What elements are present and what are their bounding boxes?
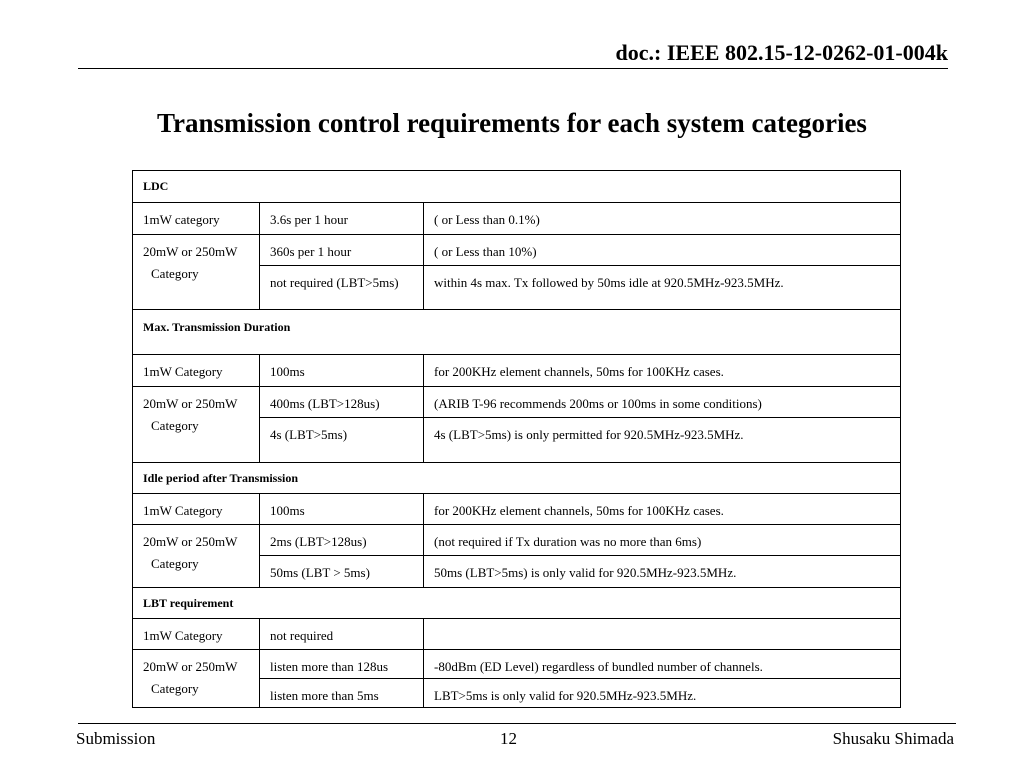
category-cell <box>133 387 260 463</box>
value-cell: 100ms <box>260 494 424 525</box>
note-cell: 50ms (LBT>5ms) is only valid for 920.5MHz-923.5MHz. <box>424 556 901 588</box>
value-cell: 100ms <box>260 355 424 387</box>
note-cell: LBT>5ms is only valid for 920.5MHz-923.5MHz. <box>424 679 901 708</box>
value-cell: 4s (LBT>5ms) <box>260 418 424 463</box>
note-cell: ( or Less than 10%) <box>424 235 901 266</box>
header-rule <box>78 68 948 69</box>
category-line: Category <box>151 681 199 696</box>
value-cell: 2ms (LBT>128us) <box>260 525 424 556</box>
footer-rule <box>78 723 956 724</box>
note-cell: ( or Less than 0.1%) <box>424 203 901 235</box>
table-row <box>133 619 901 650</box>
category-cell <box>133 525 260 588</box>
slide-title: Transmission control requirements for each system categories <box>157 108 867 138</box>
table-row <box>133 235 901 266</box>
value-cell: listen more than 128us <box>260 650 424 679</box>
section-header-row <box>133 463 901 494</box>
category-cell <box>133 650 260 708</box>
category-line: 20mW or 250mW <box>143 244 238 259</box>
table-row <box>133 525 901 556</box>
category-line: 20mW or 250mW <box>143 396 238 411</box>
doc-id: doc.: IEEE 802.15-12-0262-01-004k <box>615 40 948 65</box>
category-line: Category <box>151 266 199 281</box>
section-header-row <box>133 171 901 203</box>
section-header-row <box>133 588 901 619</box>
category-line: 20mW or 250mW <box>143 534 238 549</box>
page-number: 12 <box>500 729 517 748</box>
note-cell: (ARIB T-96 recommends 200ms or 100ms in some conditions) <box>424 387 901 418</box>
section-heading-ldc: LDC <box>133 171 901 203</box>
value-cell: 400ms (LBT>128us) <box>260 387 424 418</box>
section-heading-idle: Idle period after Transmission <box>133 463 901 494</box>
category-cell: 1mW Category <box>133 355 260 387</box>
value-cell: 3.6s per 1 hour <box>260 203 424 235</box>
note-cell <box>424 619 901 650</box>
table-row <box>133 387 901 418</box>
category-cell: 1mW Category <box>133 619 260 650</box>
note-cell: within 4s max. Tx followed by 50ms idle at 920.5MHz-923.5MHz. <box>424 266 901 310</box>
category-line: Category <box>151 418 199 433</box>
footer-submission: Submission <box>76 729 156 748</box>
value-cell: 50ms (LBT > 5ms) <box>260 556 424 588</box>
category-cell: 1mW category <box>133 203 260 235</box>
section-heading-max-tx: Max. Transmission Duration <box>133 310 901 355</box>
category-cell: 1mW Category <box>133 494 260 525</box>
footer-author: Shusaku Shimada <box>832 729 954 748</box>
section-heading-lbt: LBT requirement <box>133 588 901 619</box>
table-row <box>133 203 901 235</box>
note-cell: for 200KHz element channels, 50ms for 100KHz cases. <box>424 494 901 525</box>
table-row <box>133 494 901 525</box>
note-cell: for 200KHz element channels, 50ms for 100KHz cases. <box>424 355 901 387</box>
note-cell: -80dBm (ED Level) regardless of bundled number of channels. <box>424 650 901 679</box>
value-cell: 360s per 1 hour <box>260 235 424 266</box>
note-cell: 4s (LBT>5ms) is only permitted for 920.5MHz-923.5MHz. <box>424 418 901 463</box>
table-row <box>133 355 901 387</box>
section-header-row <box>133 310 901 355</box>
value-cell: listen more than 5ms <box>260 679 424 708</box>
table-row <box>133 650 901 679</box>
value-cell: not required (LBT>5ms) <box>260 266 424 310</box>
requirements-table <box>132 170 901 708</box>
category-line: 20mW or 250mW <box>143 659 238 674</box>
category-cell <box>133 235 260 310</box>
note-cell: (not required if Tx duration was no more than 6ms) <box>424 525 901 556</box>
value-cell: not required <box>260 619 424 650</box>
category-line: Category <box>151 556 199 571</box>
